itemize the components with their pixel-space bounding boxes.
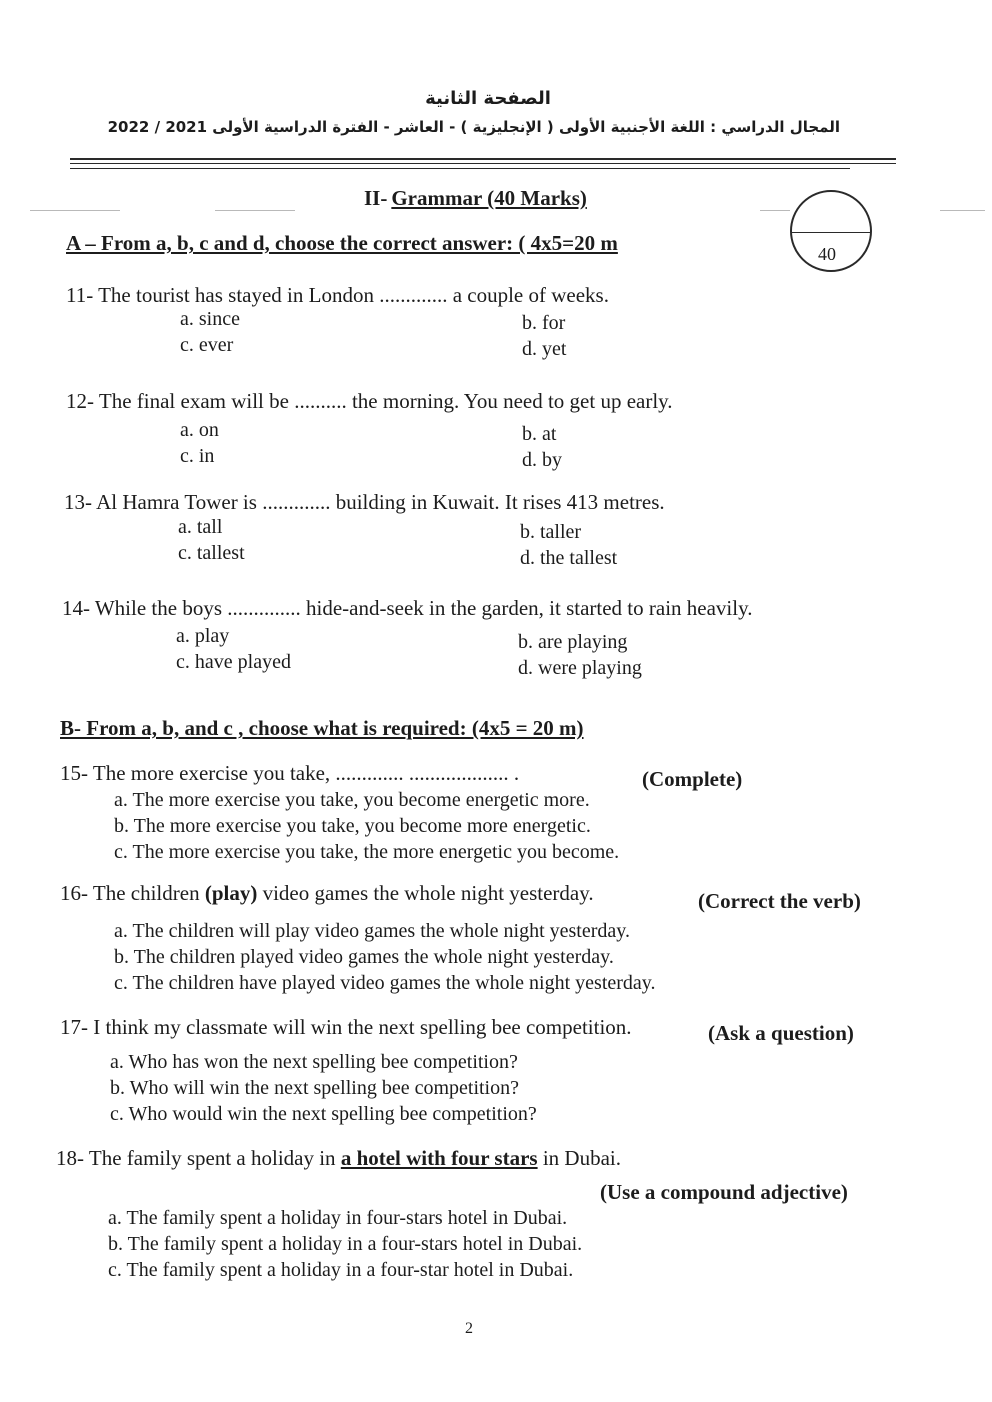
option: d. the tallest xyxy=(520,547,618,569)
option: c. ever xyxy=(180,334,234,356)
question-stem: 16- The children (play) video games the whole night yesterday. xyxy=(60,881,594,905)
question-stem: 12- The final exam will be .......... the morning. You need to get up early. xyxy=(66,389,673,413)
option: c. The more exercise you take, the more energetic you become. xyxy=(114,841,620,863)
question-stem: 17- I think my classmate will win the next spelling bee competition. xyxy=(60,1015,632,1039)
question-instruction: (Complete) xyxy=(642,767,743,791)
option: b. The more exercise you take, you become more energetic. xyxy=(114,815,591,837)
question-stem: 14- While the boys .............. hide-and-seek in the garden, it started to rain heavily. xyxy=(62,596,753,620)
option: a. tall xyxy=(178,516,223,538)
option: d. by xyxy=(522,449,562,471)
header-divider-mid xyxy=(70,163,896,164)
option: b. The children played video games the whole night yesterday. xyxy=(114,946,614,968)
question-stem: 15- The more exercise you take, ............. ................... . xyxy=(60,761,520,785)
question-instruction: (Use a compound adjective) xyxy=(600,1180,848,1204)
option: c. Who would win the next spelling bee competition? xyxy=(110,1103,537,1125)
option: b. are playing xyxy=(518,631,628,653)
option: a. The children will play video games the whole night yesterday. xyxy=(114,920,630,942)
page-label: الصفحة الثانية xyxy=(425,88,551,109)
question-instruction: (Ask a question) xyxy=(708,1021,854,1045)
question-stem: 11- The tourist has stayed in London ............. a couple of weeks. xyxy=(66,283,609,307)
scan-artifact xyxy=(30,210,120,211)
option: a. The more exercise you take, you become energetic more. xyxy=(114,789,590,811)
scan-artifact xyxy=(760,210,790,211)
question-stem: 13- Al Hamra Tower is ............. building in Kuwait. It rises 413 metres. xyxy=(64,490,665,514)
score-value: 40 xyxy=(818,244,836,264)
option: c. have played xyxy=(176,651,291,673)
option: b. Who will win the next spelling bee competition? xyxy=(110,1077,519,1099)
option: b. at xyxy=(522,423,557,445)
option: a. The family spent a holiday in four-stars hotel in Dubai. xyxy=(108,1207,568,1229)
option: a. on xyxy=(180,419,219,441)
header-divider-bottom xyxy=(70,168,850,169)
part-a-heading: A – From a, b, c and d, choose the correct answer: ( 4x5=20 m xyxy=(66,231,618,255)
option: b. taller xyxy=(520,521,582,543)
option: c. The family spent a holiday in a four-star hotel in Dubai. xyxy=(108,1259,574,1281)
option: a. play xyxy=(176,625,230,647)
subject-line: المجال الدراسي : اللغة الأجنبية الأولى ( الإنجليزية ) - العاشر - الفترة الدراسية الأولى 2021 / 2022 xyxy=(107,118,840,136)
option: c. The children have played video games the whole night yesterday. xyxy=(114,972,656,994)
scan-artifact xyxy=(215,210,295,211)
option: d. yet xyxy=(522,338,567,360)
question-stem: 18- The family spent a holiday in a hotel with four stars in Dubai. xyxy=(56,1146,621,1170)
option: a. since xyxy=(180,308,240,330)
option: c. tallest xyxy=(178,542,245,564)
header-divider-top xyxy=(70,158,896,160)
option: a. Who has won the next spelling bee competition? xyxy=(110,1051,518,1073)
scan-artifact xyxy=(940,210,985,211)
option: d. were playing xyxy=(518,657,642,679)
option: c. in xyxy=(180,445,215,467)
part-b-heading: B- From a, b, and c , choose what is required: (4x5 = 20 m) xyxy=(60,716,584,740)
option: b. The family spent a holiday in a four-stars hotel in Dubai. xyxy=(108,1233,583,1255)
section-title: II- Grammar (40 Marks) xyxy=(364,186,587,210)
option: b. for xyxy=(522,312,566,334)
question-instruction: (Correct the verb) xyxy=(698,889,861,913)
page-number: 2 xyxy=(465,1320,473,1337)
